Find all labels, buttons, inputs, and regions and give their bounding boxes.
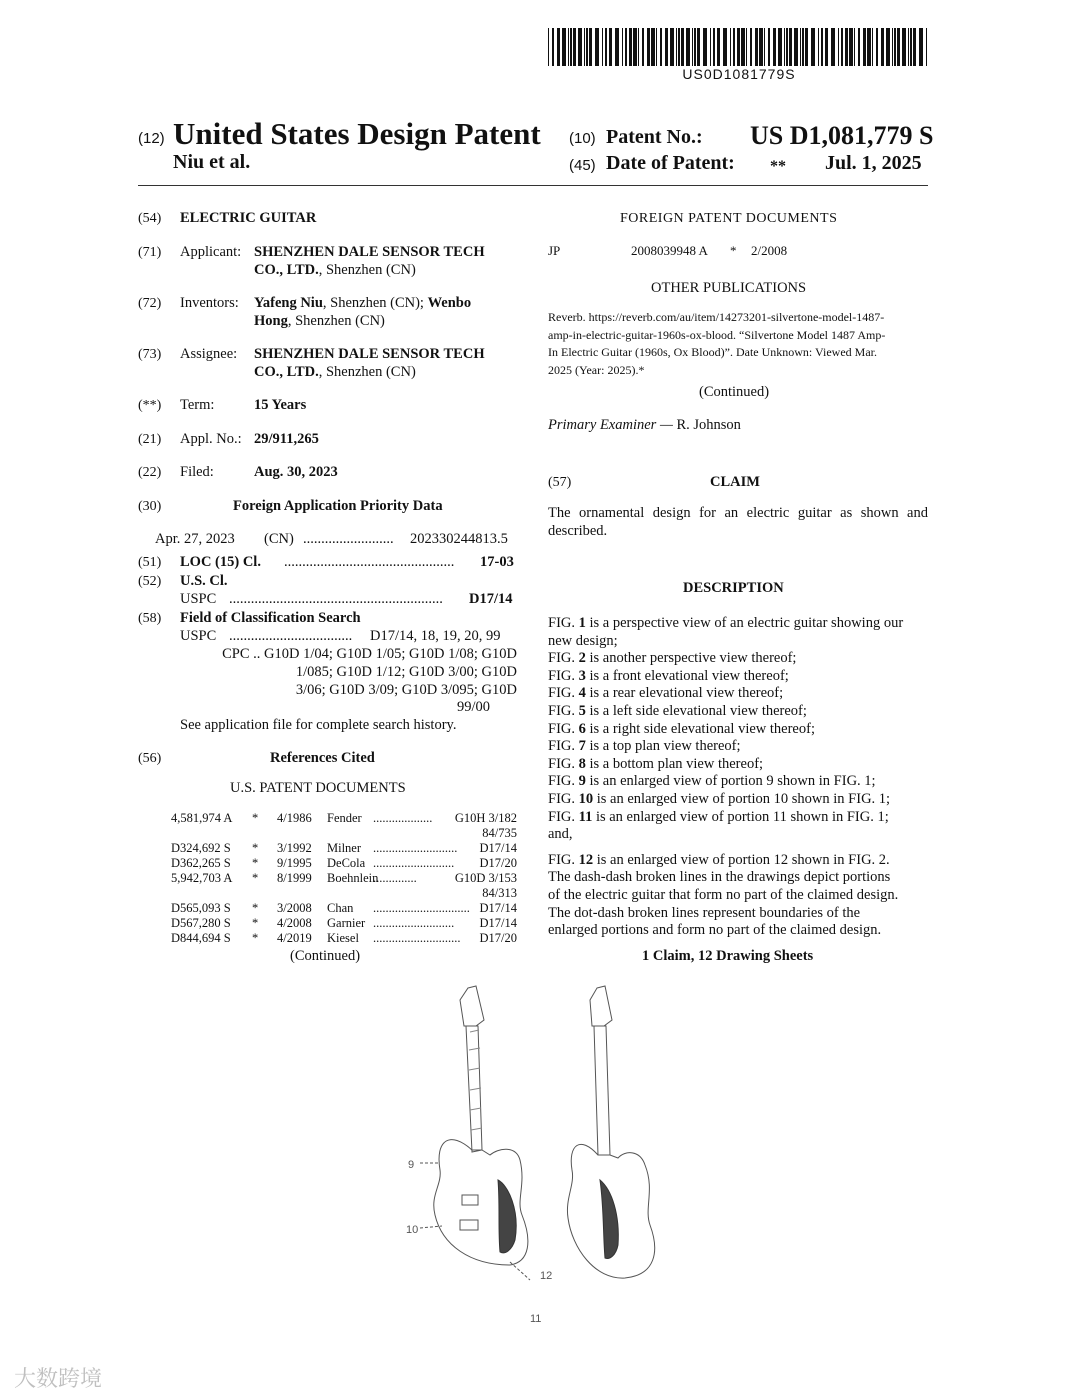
patent-no-label: Patent No.:: [606, 126, 703, 148]
ref-name: Kiesel: [327, 931, 359, 945]
barcode-bar: [892, 28, 893, 66]
cpc-line: 1/085; G10D 1/12; G10D 3/00; G10D: [295, 664, 517, 680]
examiner-label: Primary Examiner —: [548, 417, 673, 433]
description-text: of the electric guitar that form no part of the claimed design.: [548, 886, 899, 903]
foreign-date: 2/2008: [751, 243, 788, 258]
figure-number: 12: [578, 851, 594, 868]
barcode-bar: [845, 28, 848, 66]
code-54: (54): [138, 211, 162, 226]
uspc-dots: ...........................................................: [229, 591, 443, 607]
header-rule: [138, 185, 928, 186]
ref-num: D362,265 S: [171, 856, 231, 870]
description-text: is a bottom plan view thereof;: [585, 755, 764, 772]
ref-num: D844,694 S: [171, 931, 231, 945]
description-line: [548, 650, 928, 668]
description-text: is a rear elevational view thereof;: [585, 685, 784, 702]
barcode-bar: [755, 28, 758, 66]
barcode-bar: [858, 28, 860, 66]
barcode-bar: [642, 28, 644, 66]
description-text: is a front elevational view thereof;: [585, 667, 789, 684]
code-57: (57): [548, 475, 572, 490]
ref-class-secondary: 84/313: [482, 886, 517, 900]
barcode-bar: [849, 28, 853, 66]
barcode-bar: [622, 28, 623, 66]
description-text: and,: [548, 826, 573, 843]
applicant-line2: [254, 262, 416, 280]
description-text: is a top plan view thereof;: [585, 738, 741, 755]
figure-label: 10: [406, 1224, 419, 1236]
claim-text: The ornamental design for an electric guitar as shown and described.: [548, 505, 928, 539]
appl-no-label: Appl. No.:: [180, 431, 242, 447]
other-pubs-text: [548, 309, 885, 379]
ref-name: Boehnlein: [327, 871, 379, 885]
ref-num: D567,280 S: [171, 916, 231, 930]
description-text: FIG.: [548, 773, 579, 790]
barcode-bar: [676, 28, 677, 66]
description-text: FIG.: [548, 790, 579, 807]
term-value: 15 Years: [254, 397, 307, 413]
pickup-left-a: [462, 1195, 478, 1205]
uspc-value: D17/14: [469, 591, 513, 607]
inventor-2-last: Hong: [254, 313, 288, 329]
figure-number: 11: [578, 808, 593, 825]
barcode-bar: [562, 28, 566, 66]
search-note: See application file for complete search history.: [180, 717, 457, 733]
other-pubs-title: OTHER PUBLICATIONS: [651, 280, 807, 296]
priority-date: Apr. 27, 2023: [155, 531, 235, 547]
ref-date: 3/1992: [277, 841, 312, 855]
field-search-label: Field of Classification Search: [180, 610, 361, 626]
ref-star: *: [252, 871, 259, 885]
description-line: [548, 905, 928, 923]
barcode-bar: [789, 28, 792, 66]
description-text: FIG.: [548, 755, 579, 772]
patent-type-title: United States Design Patent: [173, 116, 541, 151]
barcode-bar: [750, 28, 752, 66]
barcode-bar: [548, 28, 549, 66]
date-label: Date of Patent:: [606, 152, 735, 174]
ref-date: 3/2008: [277, 901, 312, 915]
ref-class: D17/14: [479, 841, 517, 855]
description-text: FIG.: [548, 702, 579, 719]
code-72: (72): [138, 296, 162, 311]
code-21: (21): [138, 432, 162, 447]
ref-class: D17/14: [479, 916, 517, 930]
body-left: [434, 1140, 528, 1265]
figure-number: 5: [578, 702, 586, 719]
barcode-bar: [910, 28, 912, 66]
pickup-left-b: [460, 1220, 478, 1230]
barcode-bar: [786, 28, 788, 66]
loc-dots: ...............................................: [284, 554, 455, 570]
barcode-bar: [737, 28, 740, 66]
foreign-country: JP: [548, 243, 561, 258]
description-line: [548, 756, 928, 774]
header-code-45: (45): [569, 157, 596, 174]
barcode-bar: [638, 28, 639, 66]
inventors-line1: [254, 295, 471, 313]
description-text: is an enlarged view of portion 12 shown in FIG. 2.: [593, 851, 890, 868]
ref-star: *: [252, 901, 259, 915]
foreign-number: 2008039948 A: [631, 243, 708, 258]
description-body: [548, 615, 928, 940]
code-30: (30): [138, 499, 162, 514]
examiner-name: R. Johnson: [676, 417, 741, 433]
barcode-bar: [713, 28, 715, 66]
barcode-bar: [841, 28, 843, 66]
ref-dots: ...............................: [373, 901, 470, 915]
description-line: [548, 826, 928, 844]
ref-date: 4/2008: [277, 916, 312, 930]
code-22: (22): [138, 465, 162, 480]
code-73: (73): [138, 347, 162, 362]
barcode-bar: [794, 28, 798, 66]
description-line: [548, 703, 928, 721]
references-title: References Cited: [270, 750, 375, 766]
barcode-bar: [557, 28, 560, 66]
other-pubs-continued: (Continued): [699, 384, 770, 400]
filed-value: Aug. 30, 2023: [254, 464, 338, 480]
ref-date: 9/1995: [277, 856, 312, 870]
description-text: is a perspective view of an electric guitar showing our: [585, 615, 904, 631]
header-code-12: (12): [138, 130, 165, 147]
applicant-name-2: CO., LTD.: [254, 262, 319, 278]
barcode-bar: [665, 28, 668, 66]
description-text: FIG.: [548, 738, 579, 755]
ref-name: Fender: [327, 811, 362, 825]
barcode-bar: [926, 28, 927, 66]
barcode-bar: [733, 28, 735, 66]
description-text: is a right side elevational view thereof;: [585, 720, 815, 737]
barcode-bar: [764, 28, 765, 66]
ref-star: *: [252, 931, 259, 945]
description-line: [548, 721, 928, 739]
barcode-bar: [625, 28, 627, 66]
ref-dots: ..............: [373, 871, 417, 885]
priority-country: (CN): [264, 531, 294, 547]
barcode-bar: [784, 28, 785, 66]
figure-number: 8: [578, 755, 586, 772]
description-line: [548, 809, 928, 827]
barcode-bar: [872, 28, 873, 66]
barcode-bar: [894, 28, 896, 66]
loc-value: 17-03: [480, 554, 514, 570]
header-code-10: (10): [569, 130, 596, 147]
cpc-line: 3/06; G10D 3/09; G10D 3/095; G10D: [295, 682, 517, 698]
other-pub-line: amp-in-electric-guitar-1960s-ox-blood. “Silvertone Model 1487 Amp-: [548, 327, 886, 342]
description-text: The dash-dash broken lines in the drawings depict portions: [548, 869, 891, 886]
barcode-bar: [697, 28, 700, 66]
ref-num: D324,692 S: [171, 841, 231, 855]
barcode-bar: [768, 28, 770, 66]
uspc-label: USPC: [180, 591, 217, 607]
code-56: (56): [138, 751, 162, 766]
search-uspc-value: D17/14, 18, 19, 20, 99: [370, 628, 501, 644]
barcode-bar: [746, 28, 747, 66]
description-line: [548, 852, 928, 870]
barcode-bar: [881, 28, 884, 66]
barcode-bar: [678, 28, 680, 66]
barcode-bar: [573, 28, 576, 66]
description-line: [548, 773, 928, 791]
barcode-bar: [651, 28, 655, 66]
code-51: (51): [138, 555, 162, 570]
barcode-bar: [773, 28, 776, 66]
barcode-bar: [811, 28, 815, 66]
barcode-bar: [741, 28, 745, 66]
guitar-drawing: [380, 980, 710, 1330]
figure-label: 9: [408, 1159, 415, 1171]
barcode-bar: [633, 28, 637, 66]
description-text: is an enlarged view of portion 11 shown in FIG. 1;: [592, 808, 889, 825]
figure-number: 6: [578, 720, 586, 737]
barcode-bar: [589, 28, 592, 66]
description-line: [548, 685, 928, 703]
barcode-bar: [759, 28, 763, 66]
patent-date: Jul. 1, 2025: [825, 152, 922, 174]
ref-name: Milner: [327, 841, 362, 855]
inventors-line2: [254, 313, 385, 331]
applicant-location: , Shenzhen (CN): [318, 262, 416, 278]
figure-label: 12: [540, 1270, 553, 1282]
ref-star: *: [252, 916, 259, 930]
figure-number: 1: [578, 615, 586, 631]
cpc-line: CPC .. G10D 1/04; G10D 1/05; G10D 1/08; G10D: [222, 646, 517, 662]
ref-num: 5,942,703 A: [171, 871, 233, 885]
barcode-bar: [586, 28, 588, 66]
assignee-location: , Shenzhen (CN): [318, 364, 416, 380]
priority-dots: .........................: [303, 531, 394, 547]
ref-star: *: [252, 841, 259, 855]
assignee-label: Assignee:: [180, 346, 238, 362]
description-text: is a left side elevational view thereof;: [585, 702, 807, 719]
barcode-bar: [876, 28, 878, 66]
description-text: is another perspective view thereof;: [585, 650, 797, 667]
barcode-bar: [908, 28, 909, 66]
ref-name: DeCola: [327, 856, 366, 870]
ref-date: 8/1999: [277, 871, 312, 885]
body-left-edge: [498, 1180, 516, 1253]
assignee-name: SHENZHEN DALE SENSOR TECH: [254, 346, 485, 362]
barcode-bar: [609, 28, 612, 66]
description-text: FIG.: [548, 720, 579, 737]
description-line: [548, 869, 928, 887]
barcode-bar: [605, 28, 607, 66]
description-text: is an enlarged view of portion 9 shown in FIG. 1;: [585, 773, 876, 790]
foreign-docs-title: FOREIGN PATENT DOCUMENTS: [620, 211, 838, 226]
barcode-bar: [902, 28, 906, 66]
other-pub-line: In Electric Guitar (1960s, Ox Blood)”. Date Unknown: Viewed Mar.: [548, 345, 877, 359]
description-line: [548, 615, 928, 633]
barcode-bar: [717, 28, 720, 66]
ref-date: 4/2019: [277, 931, 312, 945]
ref-dots: ...........................: [373, 841, 458, 855]
description-text: The dot-dash broken lines represent boundaries of the: [548, 904, 861, 921]
barcode-bar: [838, 28, 839, 66]
description-text: new design;: [548, 632, 618, 649]
body-right-edge: [600, 1180, 618, 1258]
barcode-bar: [692, 28, 693, 66]
barcode-bar: [670, 28, 674, 66]
barcode-bar: [778, 28, 782, 66]
barcode-bar: [919, 28, 923, 66]
description-text: enlarged portions and form no part of the claimed design.: [548, 922, 882, 939]
barcode-bar: [578, 28, 582, 66]
inventor-1-loc: , Shenzhen (CN);: [322, 295, 424, 311]
claim-title: CLAIM: [710, 474, 760, 490]
ref-class-secondary: 84/735: [482, 826, 517, 840]
ref-class: G10H 3/182: [454, 811, 517, 825]
ref-date: 4/1986: [277, 811, 312, 825]
assignee-line2: [254, 364, 416, 382]
code-71: (71): [138, 245, 162, 260]
barcode-bar: [897, 28, 900, 66]
barcode-bar: [686, 28, 690, 66]
filed-label: Filed:: [180, 464, 214, 480]
applicant-label: Applicant:: [180, 244, 242, 260]
barcode-bar: [629, 28, 632, 66]
inventor-2-first: Wenbo: [427, 295, 472, 311]
code-58: (58): [138, 611, 162, 626]
barcode-bar: [681, 28, 684, 66]
figure-number: 9: [578, 773, 586, 790]
barcode-bar: [660, 28, 662, 66]
description-line: [548, 887, 928, 905]
figure-number: 3: [578, 667, 586, 684]
ref-dots: ..........................: [373, 916, 455, 930]
ref-star: *: [252, 811, 259, 825]
search-uspc-dots: ..................................: [229, 628, 353, 644]
ref-num: D565,093 S: [171, 901, 231, 915]
refs-continued: (Continued): [290, 948, 361, 964]
code-term: (**): [138, 398, 162, 413]
ref-dots: ............................: [373, 931, 461, 945]
barcode-bar: [703, 28, 707, 66]
headstock-left: [460, 986, 484, 1026]
cpc-line: 99/00: [456, 699, 490, 715]
barcode-bar: [595, 28, 599, 66]
barcode-bar: [802, 28, 804, 66]
description-line: [548, 668, 928, 686]
description-text: FIG.: [548, 667, 579, 684]
inventors-short: Niu et al.: [173, 151, 251, 173]
ref-name: Chan: [327, 901, 354, 915]
barcode-bar: [723, 28, 727, 66]
barcode: [548, 28, 930, 66]
barcode-bar: [570, 28, 572, 66]
description-title: DESCRIPTION: [683, 580, 784, 596]
figure-label: 11: [530, 1313, 542, 1325]
description-text: is an enlarged view of portion 10 shown in FIG. 1;: [593, 790, 891, 807]
barcode-bar: [825, 28, 828, 66]
ref-class: D17/20: [479, 856, 517, 870]
headstock-right: [590, 986, 612, 1026]
figure-number: 10: [578, 790, 594, 807]
ref-class: D17/14: [479, 901, 517, 915]
priority-number: 202330244813.5: [410, 531, 508, 547]
barcode-number: US0D1081779S: [682, 66, 796, 82]
barcode-bar: [863, 28, 866, 66]
barcode-bar: [805, 28, 808, 66]
description-line: [548, 791, 928, 809]
title-field: ELECTRIC GUITAR: [180, 210, 317, 226]
other-pub-line: 2025 (Year: 2025).*: [548, 362, 645, 377]
description-text: FIG.: [548, 615, 579, 631]
ref-name: Garnier: [327, 916, 366, 930]
patent-number: US D1,081,779 S: [750, 121, 934, 150]
watermark: 大数跨境: [14, 1367, 103, 1392]
applicant-name: SHENZHEN DALE SENSOR TECH: [254, 244, 485, 260]
other-pub-line: Reverb. https://reverb.com/au/item/14273201-silvertone-model-1487-: [548, 310, 885, 324]
description-text: FIG.: [548, 808, 579, 825]
description-text: FIG.: [548, 650, 579, 667]
barcode-bar: [800, 28, 801, 66]
appl-no-value: 29/911,265: [254, 431, 319, 447]
ref-class: G10D 3/153: [454, 871, 517, 885]
code-52: (52): [138, 574, 162, 589]
barcode-bar: [730, 28, 731, 66]
barcode-bar: [568, 28, 569, 66]
ref-class: D17/20: [479, 931, 517, 945]
us-docs-title: U.S. PATENT DOCUMENTS: [230, 780, 406, 796]
ref-dots: ..........................: [373, 856, 455, 870]
barcode-bar: [656, 28, 657, 66]
date-mark: **: [770, 158, 786, 175]
barcode-bar: [854, 28, 855, 66]
neck-right: [594, 1026, 610, 1155]
priority-title: Foreign Application Priority Data: [233, 498, 443, 514]
inventor-1: Yafeng Niu: [254, 295, 323, 311]
barcode-bar: [867, 28, 871, 66]
foreign-star: *: [730, 243, 737, 258]
description-line: [548, 633, 928, 651]
claims-sheets: 1 Claim, 12 Drawing Sheets: [642, 948, 814, 964]
search-uspc-label: USPC: [180, 628, 217, 644]
us-cl-label: U.S. Cl.: [180, 573, 228, 589]
assignee-name-2: CO., LTD.: [254, 364, 319, 380]
examiner-line: [548, 417, 741, 435]
description-line: [548, 922, 928, 940]
ref-num: 4,581,974 A: [171, 811, 233, 825]
description-line: [548, 738, 928, 756]
barcode-bar: [913, 28, 916, 66]
description-text: FIG.: [548, 851, 579, 868]
barcode-bar: [584, 28, 585, 66]
figure-number: 7: [578, 738, 586, 755]
barcode-bar: [647, 28, 650, 66]
barcode-bar: [552, 28, 554, 66]
ref-star: *: [252, 856, 259, 870]
inventor-2-loc: , Shenzhen (CN): [287, 313, 385, 329]
description-text: FIG.: [548, 685, 579, 702]
barcode-bar: [831, 28, 835, 66]
barcode-bar: [818, 28, 819, 66]
barcode-bar: [710, 28, 711, 66]
loc-label: LOC (15) Cl.: [180, 554, 261, 570]
ref-dots: ...................: [373, 811, 433, 825]
inventors-label: Inventors:: [180, 295, 239, 311]
barcode-bar: [886, 28, 890, 66]
figure-number: 4: [578, 685, 586, 702]
barcode-bar: [615, 28, 619, 66]
barcode-bar: [602, 28, 603, 66]
term-label: Term:: [180, 397, 215, 413]
barcode-bar: [694, 28, 696, 66]
figure-number: 2: [578, 650, 586, 667]
barcode-bar: [821, 28, 823, 66]
